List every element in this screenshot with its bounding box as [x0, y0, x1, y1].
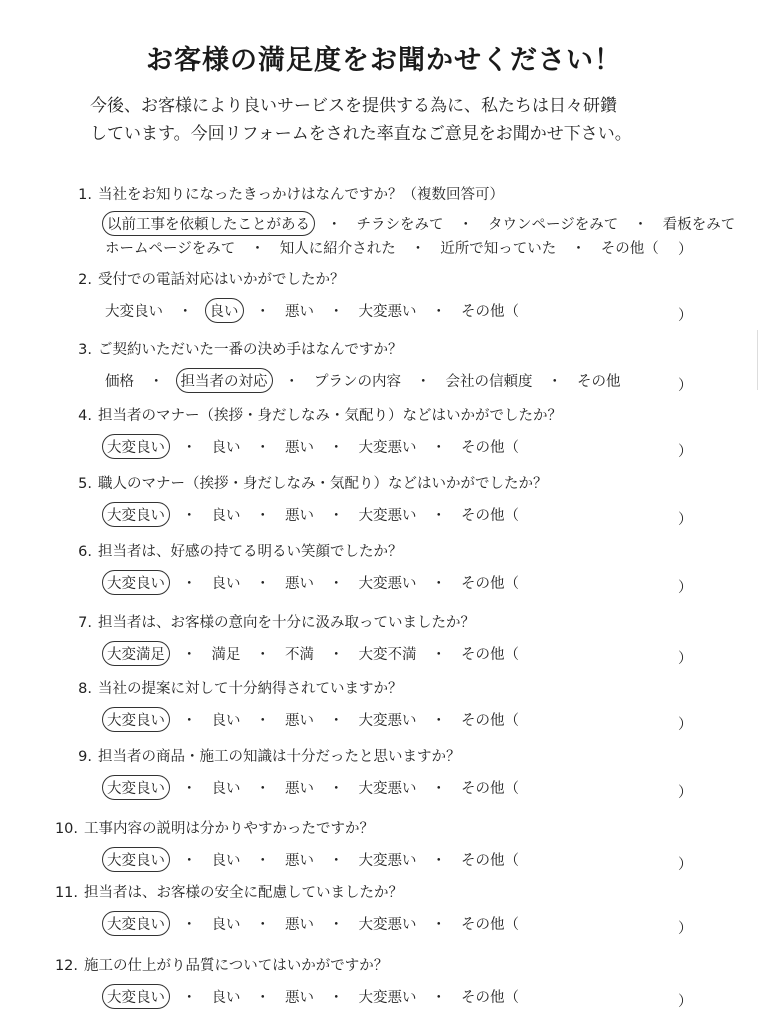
answer-option[interactable]: 看板をみて [662, 217, 736, 233]
other-close-paren: ） [678, 921, 693, 937]
answer-option[interactable]: 悪い [285, 576, 314, 592]
option-separator: ・ [149, 374, 164, 390]
answer-option[interactable]: 悪い [285, 440, 314, 456]
question-text [66, 472, 548, 493]
answer-option[interactable]: 知人に紹介された [279, 241, 396, 257]
option-separator: ・ [178, 304, 193, 320]
page-title: お客様の満足度をお聞かせください！ [146, 45, 622, 76]
options-row [102, 641, 522, 666]
option-separator: ・ [431, 990, 446, 1006]
answer-option[interactable]: 大変悪い [358, 440, 417, 456]
question-text [66, 745, 461, 766]
answer-option[interactable]: 大変悪い [358, 917, 417, 933]
option-separator: ・ [329, 990, 344, 1006]
option-separator: ・ [431, 304, 446, 320]
answer-option-selected[interactable]: 大変良い [102, 775, 170, 800]
option-separator: ・ [182, 917, 197, 933]
answer-option[interactable]: 良い [211, 713, 241, 729]
option-separator: ・ [431, 576, 446, 592]
scan-edge [757, 330, 758, 390]
question-text [66, 268, 345, 289]
option-separator: ・ [633, 217, 648, 233]
other-close-paren: ） [678, 242, 693, 258]
answer-option[interactable]: 良い [211, 990, 241, 1006]
answer-option[interactable]: 大変不満 [358, 647, 417, 663]
option-separator: ・ [255, 508, 270, 524]
answer-option[interactable]: 大変悪い [358, 576, 417, 592]
options-row [102, 911, 522, 936]
option-separator: ・ [431, 781, 446, 797]
question-text [52, 881, 403, 902]
answer-option[interactable]: 大変悪い [358, 990, 417, 1006]
question-label: 当社の提案に対して十分納得されていますか？ [98, 681, 403, 697]
option-separator: ・ [416, 374, 431, 390]
answer-option[interactable]: プランの内容 [314, 374, 401, 390]
option-separator: ・ [255, 647, 270, 663]
options-row [102, 707, 522, 732]
option-separator: ・ [255, 713, 270, 729]
answer-option[interactable]: 良い [211, 917, 241, 933]
options-row [102, 434, 522, 459]
other-close-paren: ） [678, 580, 693, 596]
answer-option[interactable]: その他（ [461, 576, 519, 592]
question-text [66, 404, 562, 425]
question-label: 職人のマナー（挨拶・身だしなみ・気配り）などはいかがでしたか？ [98, 476, 548, 492]
answer-option[interactable]: 近所で知っていた [440, 241, 557, 257]
answer-option[interactable]: 大変悪い [358, 713, 417, 729]
other-close-paren: ） [678, 857, 693, 873]
options-row [102, 211, 738, 236]
answer-option[interactable]: 大変悪い [358, 304, 417, 320]
answer-option-selected[interactable]: 大変満足 [102, 641, 170, 666]
question-number: 6. [78, 544, 92, 560]
question-text [66, 183, 504, 204]
option-separator: ・ [329, 508, 344, 524]
question-number: 4. [78, 408, 92, 424]
answer-option[interactable]: その他 [577, 374, 621, 390]
option-separator: ・ [571, 241, 586, 257]
answer-option-selected[interactable]: 大変良い [102, 847, 170, 872]
answer-option-selected[interactable]: 大変良い [102, 984, 170, 1009]
question-text [66, 338, 403, 359]
answer-option[interactable]: 良い [211, 781, 241, 797]
option-separator: ・ [182, 853, 197, 869]
answer-option-selected[interactable]: 大変良い [102, 434, 170, 459]
intro-text [90, 92, 730, 148]
option-separator: ・ [431, 713, 446, 729]
option-separator: ・ [255, 990, 270, 1006]
option-separator: ・ [284, 374, 299, 390]
option-separator: ・ [329, 647, 344, 663]
answer-option-selected[interactable]: 大変良い [102, 911, 170, 936]
option-separator: ・ [255, 304, 270, 320]
answer-option[interactable]: 悪い [285, 781, 314, 797]
option-separator: ・ [182, 576, 197, 592]
question-label: 受付での電話対応はいかがでしたか？ [98, 272, 345, 288]
question-number: 10. [54, 821, 78, 837]
option-separator: ・ [255, 440, 270, 456]
answer-option[interactable]: その他（ [461, 990, 519, 1006]
options-row [102, 235, 662, 260]
answer-option[interactable]: 価格 [105, 374, 134, 390]
option-separator: ・ [431, 853, 446, 869]
other-close-paren: ） [678, 308, 693, 324]
option-separator: ・ [329, 917, 344, 933]
other-close-paren: ） [678, 444, 693, 460]
question-number: 5. [78, 476, 92, 492]
option-separator: ・ [182, 713, 197, 729]
answer-option[interactable]: 大変良い [105, 304, 163, 320]
option-separator: ・ [410, 241, 426, 257]
answer-option-selected[interactable]: 大変良い [102, 707, 170, 732]
answer-option[interactable]: その他（ [461, 508, 519, 524]
option-separator: ・ [329, 576, 344, 592]
question-number: 9. [78, 749, 92, 765]
answer-option-selected[interactable]: 大変良い [102, 570, 170, 595]
answer-option-selected[interactable]: 良い [205, 298, 244, 323]
question-label: 担当者の商品・施工の知識は十分だったと思いますか？ [98, 749, 461, 765]
answer-option[interactable]: 大変悪い [358, 781, 417, 797]
option-separator: ・ [431, 917, 446, 933]
question-label: 担当者のマナー（挨拶・身だしなみ・気配り）などはいかがでしたか？ [98, 408, 562, 424]
answer-option[interactable]: その他（ [461, 781, 519, 797]
option-separator: ・ [431, 647, 446, 663]
option-separator: ・ [250, 241, 265, 257]
question-label: 工事内容の説明は分かりやすかったですか？ [84, 821, 374, 837]
answer-option[interactable]: その他（ [461, 713, 519, 729]
answer-option[interactable]: その他（ [600, 241, 659, 257]
question-text [66, 540, 403, 561]
answer-option[interactable]: 不満 [285, 647, 314, 663]
option-separator: ・ [431, 508, 446, 524]
question-label: 担当者は、好感の持てる明るい笑顔でしたか？ [98, 544, 403, 560]
other-close-paren: ） [678, 785, 693, 801]
option-separator: ・ [182, 440, 197, 456]
question-text [52, 954, 388, 975]
option-separator: ・ [255, 853, 270, 869]
answer-option-selected[interactable]: 以前工事を依頼したことがある [102, 211, 315, 236]
options-row [102, 984, 522, 1009]
answer-option[interactable]: ホームページをみて [105, 241, 236, 257]
option-separator: ・ [329, 304, 344, 320]
options-row [102, 298, 522, 323]
options-row [102, 570, 522, 595]
answer-option-selected[interactable]: 大変良い [102, 502, 170, 527]
answer-option[interactable]: 悪い [285, 990, 314, 1006]
question-label: ご契約いただいた一番の決め手はなんですか？ [98, 342, 403, 358]
question-number: 7. [78, 615, 92, 631]
answer-option[interactable]: 大変悪い [358, 853, 417, 869]
option-separator: ・ [327, 217, 342, 233]
answer-option[interactable]: 悪い [285, 917, 314, 933]
option-separator: ・ [458, 217, 473, 233]
answer-option[interactable]: タウンページをみて [488, 217, 619, 233]
answer-option[interactable]: その他（ [461, 440, 519, 456]
intro-line: 今後、お客様により良いサービスを提供する為に、私たちは日々研鑽 [90, 96, 617, 116]
answer-option[interactable]: チラシをみて [356, 217, 444, 233]
option-separator: ・ [329, 781, 344, 797]
answer-option[interactable]: 悪い [285, 713, 314, 729]
option-separator: ・ [255, 781, 270, 797]
question-text [66, 611, 475, 632]
other-close-paren: ） [678, 378, 693, 394]
option-separator: ・ [329, 853, 344, 869]
options-row [102, 775, 522, 800]
other-close-paren: ） [678, 994, 693, 1010]
answer-option[interactable]: 満足 [211, 647, 241, 663]
option-separator: ・ [182, 990, 197, 1006]
other-close-paren: ） [678, 717, 693, 733]
question-label: 施工の仕上がり品質についてはいかがですか？ [84, 958, 389, 974]
question-text [52, 817, 374, 838]
answer-option[interactable]: 良い [211, 853, 241, 869]
intro-line: しています。今回リフォームをされた率直なご意見をお聞かせ下さい。 [90, 124, 632, 144]
answer-option[interactable]: 会社の信頼度 [445, 374, 533, 390]
question-number: 12. [54, 958, 78, 974]
answer-option[interactable]: 良い [211, 440, 241, 456]
answer-option[interactable]: その他（ [461, 853, 519, 869]
answer-option[interactable]: その他（ [461, 917, 519, 933]
answer-option[interactable]: 良い [211, 508, 241, 524]
question-number: 3. [78, 342, 92, 358]
option-separator: ・ [182, 508, 197, 524]
other-close-paren: ） [678, 512, 693, 528]
answer-option[interactable]: その他（ [461, 647, 519, 663]
option-separator: ・ [431, 440, 446, 456]
option-separator: ・ [182, 647, 197, 663]
options-row [102, 847, 522, 872]
option-separator: ・ [329, 440, 344, 456]
answer-option[interactable]: 良い [211, 576, 241, 592]
option-separator: ・ [182, 781, 197, 797]
answer-option[interactable]: 大変悪い [358, 508, 417, 524]
option-separator: ・ [329, 713, 344, 729]
question-label: 担当者は、お客様の意向を十分に汲み取っていましたか？ [98, 615, 475, 631]
option-separator: ・ [255, 576, 270, 592]
answer-option[interactable]: その他（ [461, 304, 519, 320]
answer-option[interactable]: 悪い [285, 304, 314, 320]
question-number: 1. [78, 187, 92, 203]
option-separator: ・ [255, 917, 270, 933]
question-label: 担当者は、お客様の安全に配慮していましたか？ [84, 885, 403, 901]
options-row [102, 368, 624, 393]
question-number: 8. [78, 681, 92, 697]
question-label: 当社をお知りになったきっかけはなんですか？（複数回答可） [98, 187, 504, 203]
other-close-paren: ） [678, 651, 693, 667]
answer-option[interactable]: 悪い [285, 853, 314, 869]
question-number: 2. [78, 272, 92, 288]
question-text [66, 677, 403, 698]
question-number: 11. [54, 885, 78, 901]
options-row [102, 502, 522, 527]
answer-option[interactable]: 悪い [285, 508, 314, 524]
answer-option-selected[interactable]: 担当者の対応 [176, 368, 273, 393]
option-separator: ・ [547, 374, 562, 390]
